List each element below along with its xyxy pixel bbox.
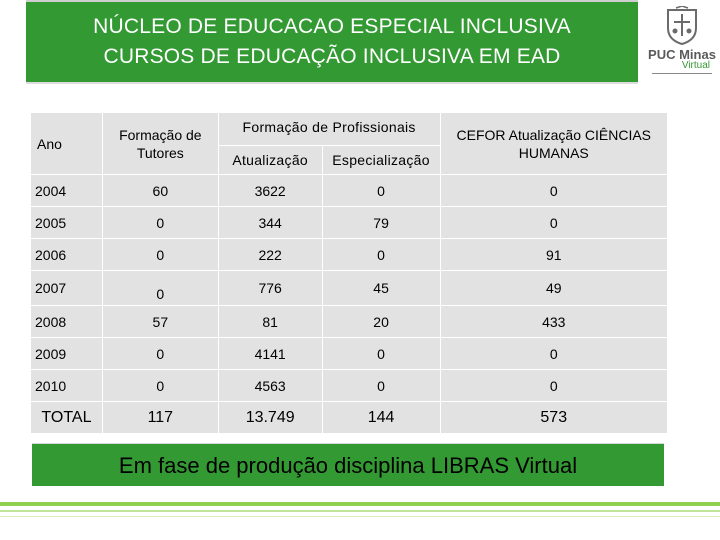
cell-cefor: 0: [440, 370, 667, 402]
table-row: [31, 271, 668, 306]
cell-tutores: 0: [102, 239, 218, 271]
logo-sub-text: Virtual: [681, 60, 710, 71]
table-total-row: [31, 402, 668, 434]
table-row: [31, 239, 668, 271]
cell-tutores: 57: [102, 306, 218, 338]
cell-tutores: 0: [102, 338, 218, 370]
cell-total-atualizacao: 13.749: [218, 402, 322, 434]
cell-atualizacao: 81: [218, 306, 322, 338]
header-especializacao: Especialização: [322, 146, 440, 175]
libras-banner: Em fase de produção disciplina LIBRAS Virtual: [32, 443, 664, 486]
cell-especializacao: 45: [322, 271, 440, 306]
title-line-2: CURSOS DE EDUCAÇÃO INCLUSIVA EM EAD: [103, 45, 561, 68]
cell-ano: 2009: [31, 338, 103, 370]
cell-atualizacao: 4141: [218, 338, 322, 370]
cell-cefor: 91: [440, 239, 667, 271]
header-tutores: Formação de Tutores: [102, 113, 218, 175]
cell-atualizacao: 4563: [218, 370, 322, 402]
table-header-row: [31, 113, 668, 146]
cell-tutores: 60: [102, 175, 218, 207]
cell-ano: 2010: [31, 370, 103, 402]
cell-ano: 2008: [31, 306, 103, 338]
logo-brand-text: PUC Minas: [648, 47, 716, 62]
cell-atualizacao: 344: [218, 207, 322, 239]
cell-especializacao: 0: [322, 338, 440, 370]
cell-especializacao: 79: [322, 207, 440, 239]
enrollment-table: [30, 112, 668, 434]
cell-total-label: TOTAL: [31, 402, 103, 434]
logo-rule: [652, 73, 712, 74]
cell-ano: 2006: [31, 239, 103, 271]
table-row: [31, 207, 668, 239]
cell-ano: 2007: [31, 271, 103, 306]
cell-cefor: 0: [440, 207, 667, 239]
header-ano: Ano: [31, 113, 103, 175]
footer-stripe: [0, 510, 720, 512]
cell-cefor: 0: [440, 338, 667, 370]
slide-title: [26, 2, 638, 84]
cell-tutores: 0: [102, 370, 218, 402]
cell-atualizacao: 222: [218, 239, 322, 271]
cell-ano: 2004: [31, 175, 103, 207]
cell-especializacao: 20: [322, 306, 440, 338]
cell-cefor: 433: [440, 306, 667, 338]
cell-total-especializacao: 144: [322, 402, 440, 434]
title-line-1: NÚCLEO DE EDUCACAO ESPECIAL INCLUSIVA: [93, 15, 571, 38]
coat-of-arms-icon: [662, 6, 702, 46]
table-row: [31, 306, 668, 338]
cell-cefor: 0: [440, 175, 667, 207]
table-row: [31, 175, 668, 207]
cell-especializacao: 0: [322, 239, 440, 271]
cell-especializacao: 0: [322, 370, 440, 402]
footer-stripe: [0, 502, 720, 506]
cell-especializacao: 0: [322, 175, 440, 207]
cell-tutores: 0: [102, 271, 218, 306]
header-atualizacao: Atualização: [218, 146, 322, 175]
cell-ano: 2005: [31, 207, 103, 239]
cell-total-cefor: 573: [440, 402, 667, 434]
table-row: [31, 370, 668, 402]
header-profissionais: Formação de Profissionais: [218, 113, 440, 146]
cell-cefor: 49: [440, 271, 667, 306]
cell-atualizacao: 776: [218, 271, 322, 306]
footer-stripe: [0, 516, 720, 517]
cell-atualizacao: 3622: [218, 175, 322, 207]
cell-tutores: 0: [102, 207, 218, 239]
puc-minas-logo: [648, 6, 716, 80]
cell-total-tutores: 117: [102, 402, 218, 434]
header-cefor: CEFOR Atualização CIÊNCIAS HUMANAS: [440, 113, 667, 175]
table-row: [31, 338, 668, 370]
